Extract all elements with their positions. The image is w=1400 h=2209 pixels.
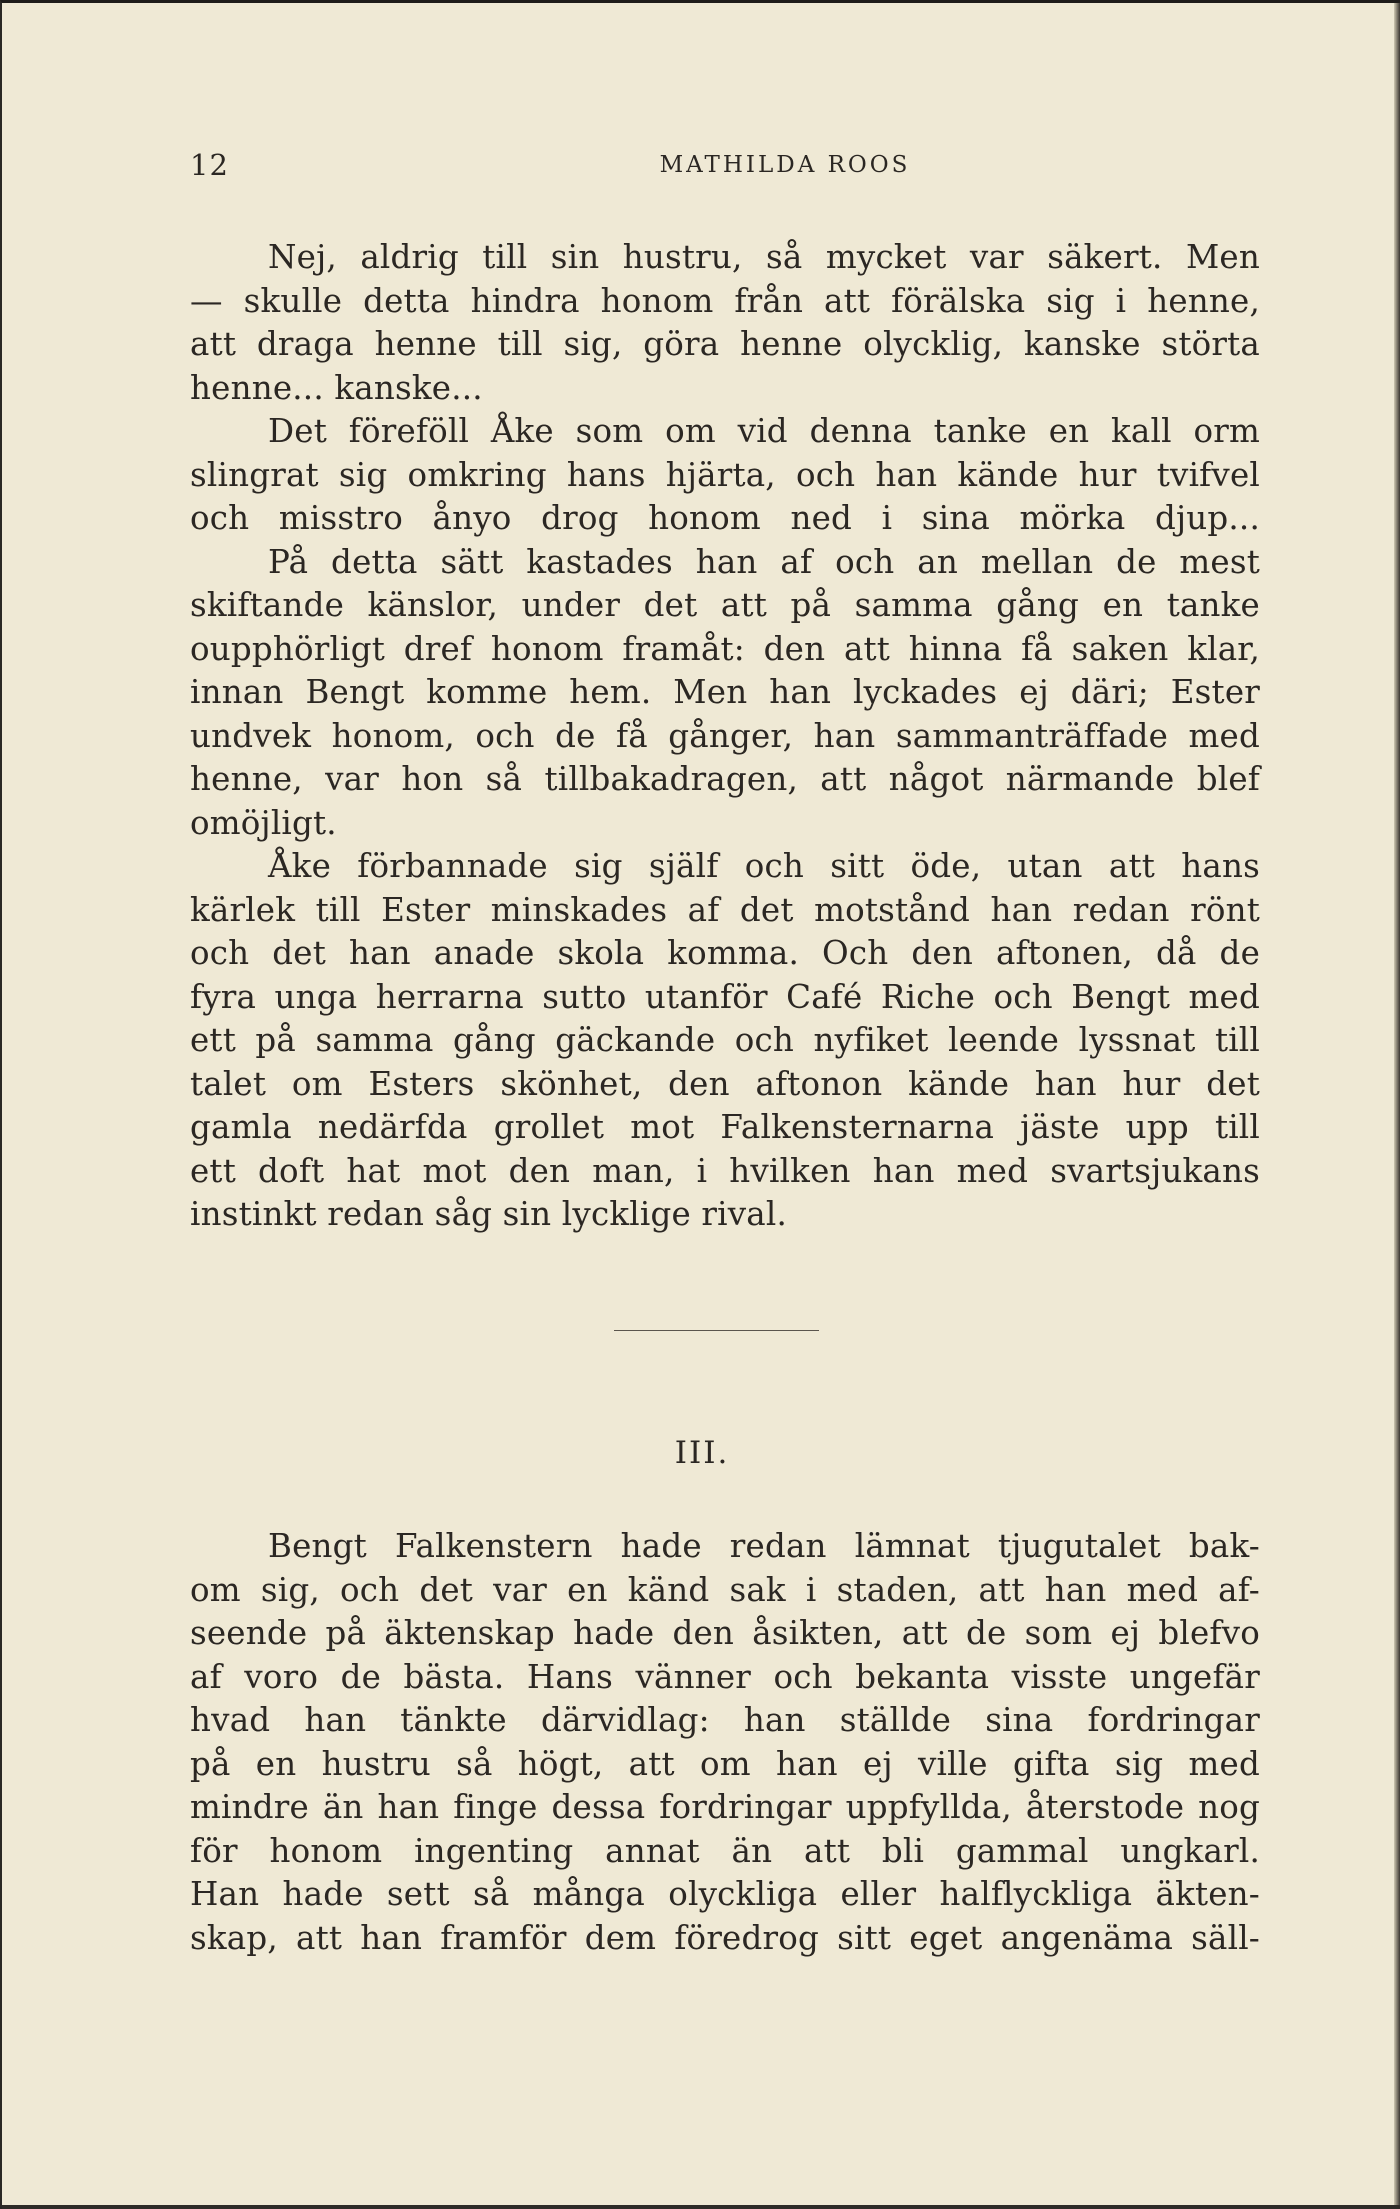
text-line: omöjligt. — [190, 803, 337, 842]
text-line: kärlek till Ester minskades af det motstånd han redan rönt — [190, 890, 1260, 929]
text-line: oupphörligt dref honom framåt: den att hinna få saken klar, — [190, 629, 1260, 668]
section-one-text — [190, 236, 1260, 1237]
text-line: gamla nedärfda grollet mot Falkensternarna jäste upp till — [190, 1108, 1260, 1146]
text-line: Det föreföll Åke som om vid denna tanke en kall orm — [268, 412, 1260, 450]
text-line: instinkt redan såg sin lycklige rival. — [190, 1195, 788, 1233]
text-line: skiftande känslor, under det att på samma gång en tanke — [190, 586, 1260, 624]
text-line: Nej, aldrig till sin hustru, så mycket var säkert. Men — [268, 238, 1260, 276]
page-header — [190, 148, 1260, 188]
text-line: — skulle detta hindra honom från att förälska sig i henne, — [190, 281, 1260, 320]
text-line: för honom ingenting annat än att bli gammal ungkarl. — [190, 1831, 1260, 1870]
text-line: att draga henne till sig, göra henne olycklig, kanske störta — [190, 325, 1260, 363]
text-line: fyra unga herrarna sutto utanför Café Riche och Bengt med — [190, 977, 1260, 1016]
text-line: Bengt Falkenstern hade redan lämnat tjugutalet bak- — [268, 1527, 1260, 1565]
running-title: MATHILDA ROOS — [659, 152, 911, 178]
section-divider — [614, 1330, 819, 1331]
text-line: henne, var hon så tillbakadragen, att något närmande blef — [190, 760, 1260, 798]
text-line: talet om Esters skönhet, den aftonon kände han hur det — [190, 1064, 1260, 1103]
text-line: innan Bengt komme hem. Men han lyckades ej däri; Ester — [190, 673, 1260, 711]
text-line: hvad han tänkte därvidlag: han ställde sina fordringar — [190, 1701, 1260, 1739]
text-line: undvek honom, och de få gånger, han sammanträffade med — [190, 716, 1260, 755]
text-line: seende på äktenskap hade den åsikten, att de som ej blefvo — [190, 1614, 1260, 1652]
section-two-text — [190, 1525, 1260, 1960]
text-line: slingrat sig omkring hans hjärta, och han kände hur tvifvel — [190, 455, 1260, 494]
text-line: Han hade sett så många olyckliga eller halflyckliga äkten- — [190, 1875, 1260, 1913]
section-number: III. — [674, 1435, 730, 1471]
text-line: mindre än han finge dessa fordringar uppfyllda, återstode nog — [190, 1788, 1260, 1826]
text-line: Åke förbannade sig själf och sitt öde, utan att hans — [268, 847, 1260, 885]
text-line: om sig, och det var en känd sak i staden, att han med af- — [190, 1570, 1260, 1609]
text-line: skap, att han framför dem föredrog sitt eget angenäma säll- — [190, 1918, 1260, 1957]
text-line: af voro de bästa. Hans vänner och bekanta visste ungefär — [190, 1657, 1260, 1696]
text-line: och misstro ånyo drog honom ned i sina mörka djup... — [190, 499, 1260, 537]
text-line: henne... kanske... — [190, 368, 483, 407]
text-line: På detta sätt kastades han af och an mellan de mest — [268, 542, 1260, 581]
page-bottom-edge — [2, 2205, 1400, 2209]
page-number: 12 — [190, 148, 229, 182]
text-line: ett doft hat mot den man, i hvilken han med svartsjukans — [190, 1151, 1260, 1190]
page-edge-shadow — [1394, 3, 1400, 2209]
text-line: och det han anade skola komma. Och den aftonen, då de — [190, 934, 1260, 972]
text-line: på en hustru så högt, att om han ej ville gifta sig med — [190, 1744, 1260, 1783]
text-line: ett på samma gång gäckande och nyfiket leende lyssnat till — [190, 1021, 1260, 1059]
